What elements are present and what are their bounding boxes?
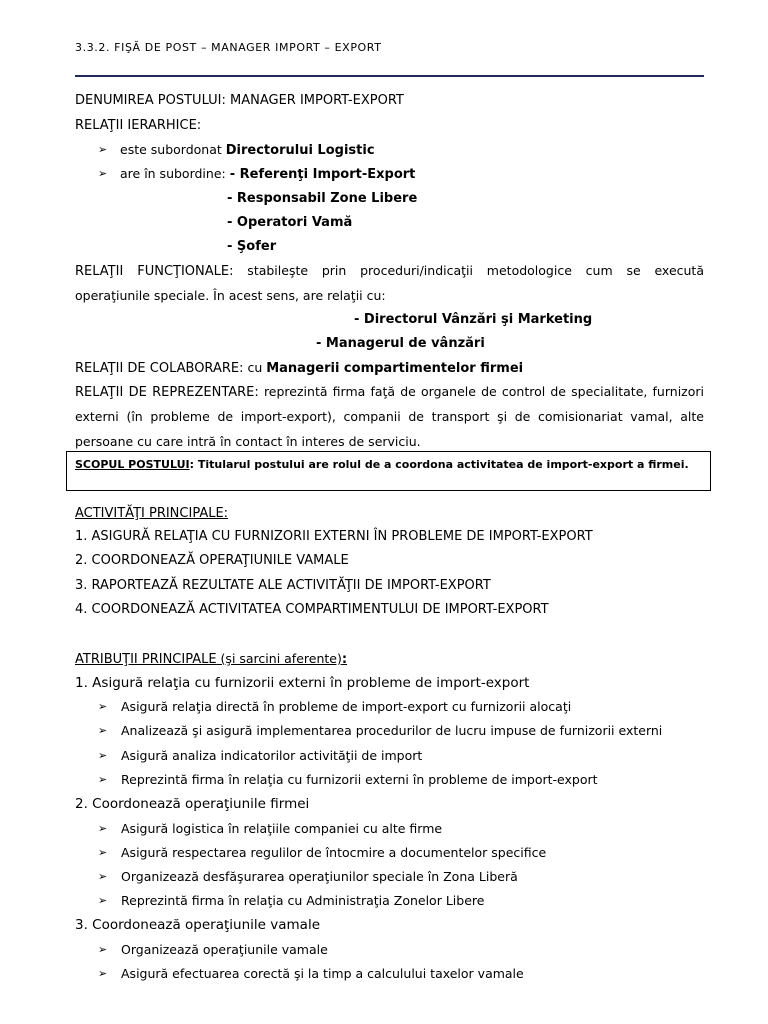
subordinate-item: - Responsabil Zone Libere — [227, 191, 418, 206]
scope-label: SCOPUL POSTULUI — [75, 458, 190, 471]
header-rule — [75, 75, 704, 77]
representation-paragraph — [75, 380, 704, 455]
attribution-item: Asigură respectarea regulilor de întocmire a documentelor specifice — [121, 845, 547, 860]
activities-heading: ACTIVITĂŢI PRINCIPALE: — [75, 506, 229, 521]
functional-relation-item: - Directorul Vânzări şi Marketing — [354, 312, 593, 327]
job-name-label: DENUMIREA POSTULUI: — [75, 93, 226, 108]
collaboration-line — [75, 358, 523, 379]
attributions-title-colon: : — [341, 652, 348, 667]
scope-text-line — [75, 457, 689, 473]
hierarchy-item — [120, 164, 415, 185]
functional-relations-label: RELAŢII FUNCŢIONALE: — [75, 264, 234, 279]
collaboration-label: RELAŢII DE COLABORARE: — [75, 361, 244, 376]
scope-text: Titularul postului are rolul de a coordona activitatea de import-export a firmei. — [194, 458, 689, 471]
hierarchy-item-prefix: este subordonat — [120, 142, 226, 157]
hierarchy-heading: RELAŢII IERARHICE: — [75, 118, 202, 133]
arrow-bullet-icon: ➢ — [98, 724, 108, 737]
arrow-bullet-icon: ➢ — [98, 143, 108, 156]
arrow-bullet-icon: ➢ — [98, 943, 108, 956]
document-header: 3.3.2. FIŞĂ DE POST – MANAGER IMPORT – EXPORT — [75, 41, 382, 54]
scope-colon: : — [189, 458, 194, 471]
collaboration-prefix: cu — [243, 360, 267, 375]
attributions-title-suffix: (şi sarcini aferente) — [216, 651, 342, 666]
arrow-bullet-icon: ➢ — [98, 822, 108, 835]
attributions-heading — [75, 649, 347, 670]
attribution-item: Organizează desfăşurarea operaţiunilor speciale în Zona Liberă — [121, 869, 518, 884]
subordinate-item: - Şofer — [227, 239, 277, 254]
arrow-bullet-icon: ➢ — [98, 870, 108, 883]
attribution-item: Asigură efectuarea corectă şi la timp a calculului taxelor vamale — [121, 966, 524, 981]
arrow-bullet-icon: ➢ — [98, 967, 108, 980]
subordinate-item: - Operatori Vamă — [227, 215, 353, 230]
activity-item: 2. COORDONEAZĂ OPERAŢIUNILE VAMALE — [75, 553, 349, 568]
attributions-title: ATRIBUŢII PRINCIPALE — [75, 652, 217, 667]
functional-relation-item: - Managerul de vânzări — [316, 336, 485, 351]
arrow-bullet-icon: ➢ — [98, 749, 108, 762]
hierarchy-item-value: Directorului Logistic — [225, 143, 375, 158]
attribution-item: Reprezintă firma în relaţia cu Administraţia Zonelor Libere — [121, 893, 485, 908]
activity-item: 3. RAPORTEAZĂ REZULTATE ALE ACTIVITĂŢII DE IMPORT-EXPORT — [75, 578, 491, 593]
arrow-bullet-icon: ➢ — [98, 700, 108, 713]
attribution-section-heading: 3. Coordonează operaţiunile vamale — [75, 917, 320, 933]
attribution-section-heading: 1. Asigură relaţia cu furnizorii externi în probleme de import-export — [75, 675, 530, 691]
activity-item: 4. COORDONEAZĂ ACTIVITATEA COMPARTIMENTULUI DE IMPORT-EXPORT — [75, 602, 549, 617]
scope-box — [66, 451, 711, 491]
attribution-item: Asigură logistica în relaţiile companiei cu alte firme — [121, 821, 443, 836]
attribution-item: Organizează operaţiunile vamale — [121, 942, 328, 957]
job-name-value: MANAGER IMPORT-EXPORT — [225, 93, 404, 108]
job-name-line — [75, 91, 404, 111]
arrow-bullet-icon: ➢ — [98, 894, 108, 907]
functional-relations-text: stabileşte prin proceduri/indicaţii metodologice cum se execută operaţiunile speciale. În acest sens, are relaţii cu: — [75, 263, 704, 303]
collaboration-value: Managerii compartimentelor firmei — [266, 361, 524, 376]
attribution-item: Analizează şi asigură implementarea procedurilor de lucru impuse de furnizorii externi — [121, 723, 663, 738]
arrow-bullet-icon: ➢ — [98, 846, 108, 859]
arrow-bullet-icon: ➢ — [98, 167, 108, 180]
activity-item: 1. ASIGURĂ RELAŢIA CU FURNIZORII EXTERNI ÎN PROBLEME DE IMPORT-EXPORT — [75, 529, 593, 544]
arrow-bullet-icon: ➢ — [98, 773, 108, 786]
attribution-section-heading: 2. Coordonează operaţiunile firmei — [75, 796, 310, 812]
representation-label: RELAŢII DE REPREZENTARE: — [75, 385, 259, 400]
hierarchy-item-value: - Referenţi Import-Export — [229, 167, 416, 182]
attribution-item: Asigură analiza indicatorilor activităţii de import — [121, 748, 423, 763]
attribution-item: Reprezintă firma în relaţia cu furnizorii externi în probleme de import-export — [121, 772, 598, 787]
hierarchy-item-prefix: are în subordine: — [120, 166, 230, 181]
hierarchy-item — [120, 140, 375, 161]
attribution-item: Asigură relaţia directă în probleme de import-export cu furnizorii alocaţi — [121, 699, 572, 714]
representation-text: reprezintă firma faţă de organele de control de specialitate, furnizori externi (în probleme de import-export), companii de transport şi de comisionariat vamal, alte persoane cu care intră în contact în interes de serviciu. — [75, 384, 704, 449]
functional-relations-paragraph — [75, 259, 704, 309]
